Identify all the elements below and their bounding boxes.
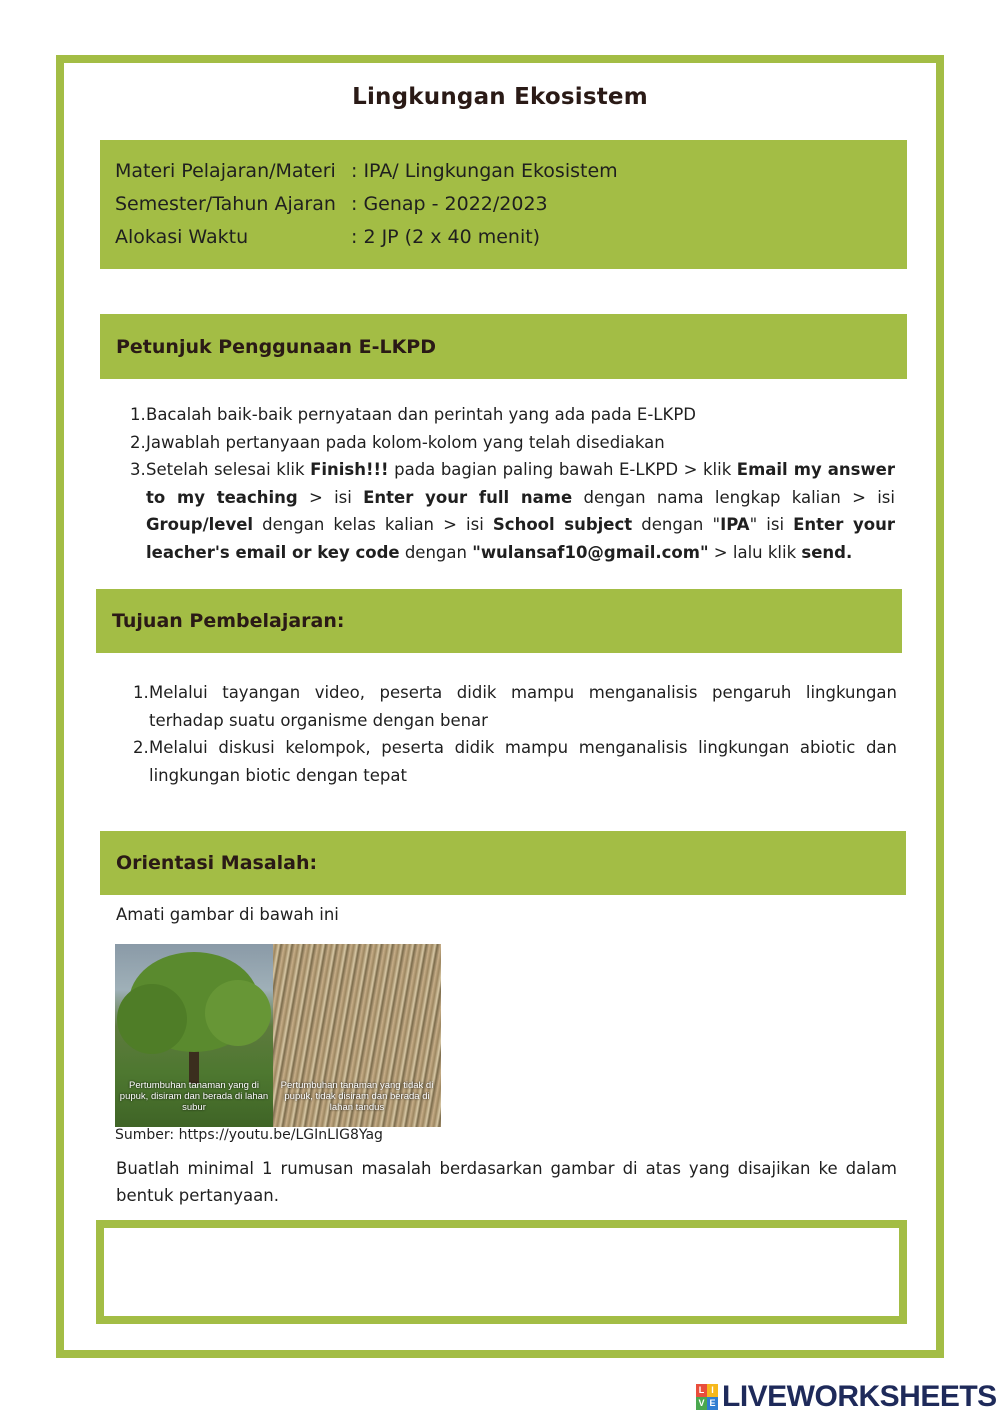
info-row-semester xyxy=(115,188,907,221)
petunjuk-list xyxy=(130,401,895,566)
image-caption: Pertumbuhan tanaman yang di pupuk, disiram dan berada di lahan subur xyxy=(119,1080,269,1113)
list-number: 1. xyxy=(133,683,149,702)
bold-text: send. xyxy=(801,542,853,562)
brand-text: LIVEWORKSHEETS xyxy=(722,1380,997,1413)
answer-textbox[interactable] xyxy=(96,1220,907,1324)
info-row-materi xyxy=(115,155,907,188)
list-text xyxy=(146,460,895,562)
list-item xyxy=(130,456,895,566)
text-run: > lalu klik xyxy=(708,542,802,562)
bold-text: Finish!!! xyxy=(310,460,389,479)
list-text: Melalui tayangan video, peserta didik mampu menganalisis pengaruh lingkungan terhadap suatu organisme dengan benar xyxy=(149,683,897,730)
bold-text: Group/level xyxy=(146,515,254,534)
list-item xyxy=(130,401,895,429)
info-value: : 2 JP (2 x 40 menit) xyxy=(351,226,541,248)
list-text: Melalui diskusi kelompok, peserta didik mampu menganalisis lingkungan abiotic dan lingkungan biotic dengan tepat xyxy=(149,738,897,785)
info-row-alokasi xyxy=(115,221,907,254)
section-heading-petunjuk xyxy=(100,314,907,379)
bold-text: Enter your leacher's email or key code xyxy=(146,515,895,562)
image-caption: Pertumbuhan tanaman yang tidak di pupuk, tidak disiram dan berada di lahan tandus xyxy=(280,1080,434,1113)
section-heading-orientasi xyxy=(100,831,906,895)
text-run: > isi xyxy=(297,487,364,507)
fertile-tree-image xyxy=(115,944,273,1127)
text-run: dengan " xyxy=(632,515,721,534)
logo-letter: I xyxy=(707,1384,718,1397)
list-number: 3. xyxy=(130,460,146,479)
image-source: Sumber: https://youtu.be/LGInLIG8Yag xyxy=(115,1127,383,1143)
text-run: dengan nama lengkap kalian > isi xyxy=(572,487,895,507)
tree-canopy xyxy=(117,984,187,1054)
list-number: 2. xyxy=(133,738,149,757)
info-box xyxy=(100,140,907,269)
info-value: : IPA/ Lingkungan Ekosistem xyxy=(351,160,618,182)
info-value: : Genap - 2022/2023 xyxy=(351,193,548,215)
logo-letter: L xyxy=(696,1384,707,1397)
section-heading-text: Tujuan Pembelajaran: xyxy=(112,610,345,632)
logo-letter: E xyxy=(707,1397,718,1410)
liveworksheets-logo-icon xyxy=(696,1384,718,1410)
bold-text: "wulansaf10@gmail.com" xyxy=(472,542,709,562)
tujuan-list xyxy=(133,679,897,789)
bold-text: School subject xyxy=(492,515,633,534)
page-title: Lingkungan Ekosistem xyxy=(352,84,648,110)
text-run: dengan xyxy=(399,542,473,562)
list-text: Bacalah baik-baik pernyataan dan perintah yang ada pada E-LKPD xyxy=(146,405,696,424)
liveworksheets-brand xyxy=(696,1380,997,1414)
list-text: Jawablah pertanyaan pada kolom-kolom yang telah disediakan xyxy=(146,432,665,452)
info-label: Materi Pelajaran/Materi xyxy=(115,160,336,182)
intro-text: Amati gambar di bawah ini xyxy=(116,905,339,924)
logo-letter: V xyxy=(696,1397,707,1410)
info-label: Semester/Tahun Ajaran xyxy=(115,193,336,215)
list-item xyxy=(130,429,895,457)
section-heading-tujuan xyxy=(96,589,902,653)
info-label: Alokasi Waktu xyxy=(115,226,249,248)
list-number: 2. xyxy=(130,432,146,452)
bold-text: Enter your full name xyxy=(363,487,573,507)
task-text: Buatlah minimal 1 rumusan masalah berdasarkan gambar di atas yang disajikan ke dalam bentuk pertanyaan. xyxy=(116,1159,897,1205)
text-run: pada bagian paling bawah E-LKPD > klik xyxy=(388,460,737,479)
text-run: " isi xyxy=(749,515,794,534)
tree-canopy xyxy=(205,980,271,1046)
list-item xyxy=(133,734,897,789)
text-run: Setelah selesai klik xyxy=(146,460,311,479)
section-heading-text: Petunjuk Penggunaan E-LKPD xyxy=(116,335,437,358)
list-number: 1. xyxy=(130,405,146,424)
bold-text: IPA xyxy=(720,515,750,534)
barren-field-image xyxy=(273,944,441,1127)
section-heading-text: Orientasi Masalah: xyxy=(116,852,318,874)
text-run: dengan kelas kalian > isi xyxy=(253,515,493,534)
bold-text: Email my answer to my teaching xyxy=(146,460,896,507)
list-item xyxy=(133,679,897,734)
